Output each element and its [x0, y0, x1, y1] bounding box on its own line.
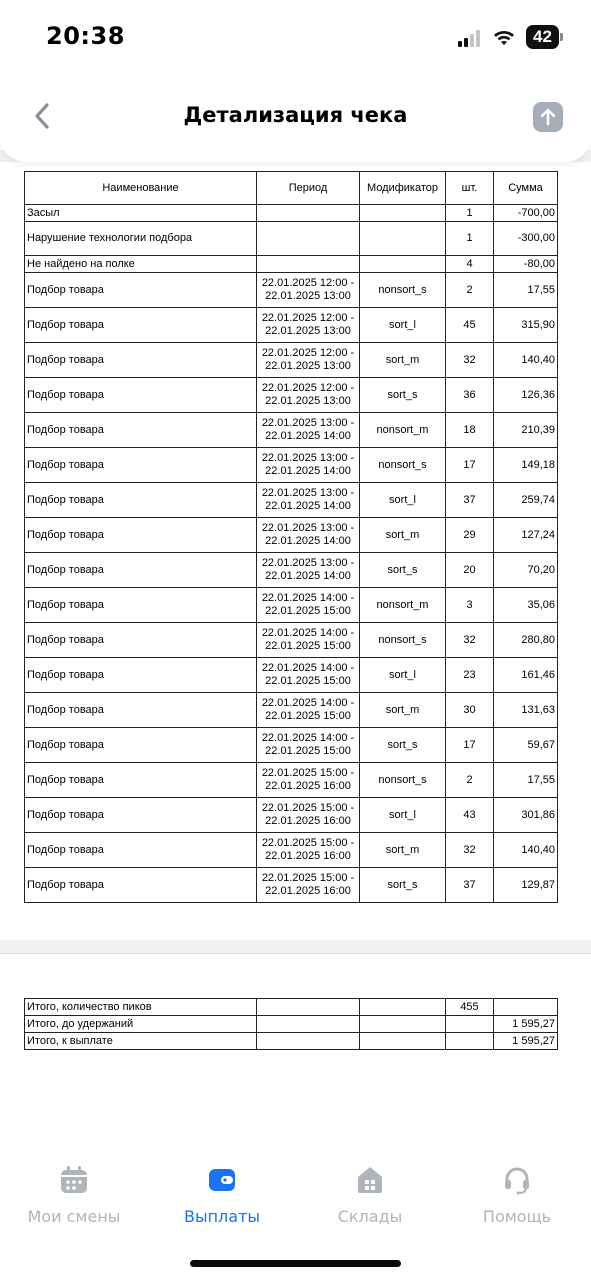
row-name: Подбор товара	[25, 343, 257, 378]
period-start: 22.01.2025 13:00 -	[261, 557, 355, 569]
tab-label-payouts: Выплаты	[183, 1207, 261, 1226]
receipt-table-body	[25, 205, 558, 903]
row-sum: 301,86	[494, 798, 558, 833]
row-name: Подбор товара	[25, 413, 257, 448]
period-start: 22.01.2025 14:00 -	[261, 697, 355, 709]
totals-row	[25, 1016, 558, 1033]
share-button[interactable]	[533, 102, 563, 132]
period-end: 22.01.2025 16:00	[265, 815, 351, 827]
period-start: 22.01.2025 13:00 -	[261, 452, 355, 464]
column-header-qty: шт.	[446, 172, 494, 205]
row-sum: 210,39	[494, 413, 558, 448]
row-period	[257, 205, 360, 222]
row-name: Подбор товара	[25, 553, 257, 588]
column-header-sum: Сумма	[494, 172, 558, 205]
period-end: 22.01.2025 14:00	[265, 465, 351, 477]
row-qty: 37	[446, 483, 494, 518]
row-sum: -300,00	[494, 222, 558, 256]
row-period	[257, 273, 360, 308]
table-row	[25, 222, 558, 256]
row-sum: 131,63	[494, 693, 558, 728]
row-modifier: sort_s	[360, 868, 446, 903]
totals-label: Итого, к выплате	[25, 1033, 257, 1050]
row-modifier: nonsort_m	[360, 413, 446, 448]
row-period	[257, 693, 360, 728]
row-name: Подбор товара	[25, 833, 257, 868]
period-end: 22.01.2025 16:00	[265, 885, 351, 897]
row-name: Подбор товара	[25, 483, 257, 518]
row-modifier: sort_s	[360, 378, 446, 413]
row-name: Подбор товара	[25, 588, 257, 623]
row-period	[257, 413, 360, 448]
totals-table	[24, 998, 558, 1050]
period-start: 22.01.2025 15:00 -	[261, 837, 355, 849]
totals-qty	[446, 1016, 494, 1033]
row-qty: 17	[446, 448, 494, 483]
row-qty: 32	[446, 623, 494, 658]
totals-qty	[446, 1033, 494, 1050]
column-header-modifier: Модификатор	[360, 172, 446, 205]
row-modifier: sort_l	[360, 658, 446, 693]
table-row	[25, 693, 558, 728]
row-name: Подбор товара	[25, 728, 257, 763]
period-end: 22.01.2025 15:00	[265, 710, 351, 722]
arrow-up-icon	[540, 108, 556, 126]
table-row	[25, 308, 558, 343]
totals-sum: 1 595,27	[494, 1033, 558, 1050]
row-name: Подбор товара	[25, 273, 257, 308]
row-name: Подбор товара	[25, 623, 257, 658]
battery-level: 42	[526, 25, 559, 49]
totals-empty-cell	[360, 999, 446, 1016]
cellular-signal-icon	[458, 29, 484, 47]
row-sum: 280,80	[494, 623, 558, 658]
totals-empty-cell	[257, 1033, 360, 1050]
row-period	[257, 763, 360, 798]
period-start: 22.01.2025 12:00 -	[261, 382, 355, 394]
row-sum: -80,00	[494, 256, 558, 273]
period-end: 22.01.2025 13:00	[265, 360, 351, 372]
row-sum: 140,40	[494, 833, 558, 868]
row-name: Не найдено на полке	[25, 256, 257, 273]
row-period	[257, 798, 360, 833]
row-qty: 43	[446, 798, 494, 833]
row-modifier: sort_m	[360, 343, 446, 378]
row-modifier	[360, 256, 446, 273]
wallet-icon	[207, 1165, 237, 1195]
table-row	[25, 448, 558, 483]
row-modifier: sort_m	[360, 518, 446, 553]
row-name: Подбор товара	[25, 868, 257, 903]
row-qty: 29	[446, 518, 494, 553]
row-qty: 37	[446, 868, 494, 903]
row-qty: 1	[446, 222, 494, 256]
row-sum: 161,46	[494, 658, 558, 693]
period-end: 22.01.2025 14:00	[265, 430, 351, 442]
battery-icon	[526, 25, 564, 49]
row-qty: 2	[446, 763, 494, 798]
table-row	[25, 588, 558, 623]
row-sum: 17,55	[494, 763, 558, 798]
row-period	[257, 448, 360, 483]
table-row	[25, 205, 558, 222]
period-start: 22.01.2025 15:00 -	[261, 767, 355, 779]
row-name: Подбор товара	[25, 308, 257, 343]
row-modifier: sort_s	[360, 728, 446, 763]
status-bar	[0, 0, 591, 70]
period-start: 22.01.2025 15:00 -	[261, 872, 355, 884]
tab-label-my-shifts: Мои смены	[27, 1207, 121, 1226]
row-qty: 36	[446, 378, 494, 413]
period-start: 22.01.2025 15:00 -	[261, 802, 355, 814]
row-name: Подбор товара	[25, 798, 257, 833]
warehouse-icon	[355, 1165, 385, 1195]
period-end: 22.01.2025 15:00	[265, 675, 351, 687]
row-name: Нарушение технологии подбора	[25, 222, 257, 256]
row-period	[257, 833, 360, 868]
row-name: Подбор товара	[25, 763, 257, 798]
row-sum: 259,74	[494, 483, 558, 518]
row-name: Подбор товара	[25, 693, 257, 728]
row-modifier: nonsort_s	[360, 448, 446, 483]
table-row	[25, 798, 558, 833]
row-qty: 30	[446, 693, 494, 728]
row-name: Подбор товара	[25, 518, 257, 553]
totals-sum: 1 595,27	[494, 1016, 558, 1033]
column-header-name: Наименование	[25, 172, 257, 205]
row-period	[257, 868, 360, 903]
row-modifier: sort_m	[360, 833, 446, 868]
row-sum: 35,06	[494, 588, 558, 623]
period-start: 22.01.2025 14:00 -	[261, 592, 355, 604]
period-end: 22.01.2025 15:00	[265, 605, 351, 617]
table-row	[25, 553, 558, 588]
row-modifier: nonsort_s	[360, 763, 446, 798]
table-row	[25, 413, 558, 448]
table-row	[25, 623, 558, 658]
period-start: 22.01.2025 12:00 -	[261, 312, 355, 324]
table-row	[25, 518, 558, 553]
row-period	[257, 518, 360, 553]
row-period	[257, 658, 360, 693]
period-start: 22.01.2025 14:00 -	[261, 732, 355, 744]
period-start: 22.01.2025 14:00 -	[261, 627, 355, 639]
tab-payouts[interactable]	[148, 1155, 296, 1226]
totals-row	[25, 999, 558, 1016]
row-modifier: nonsort_s	[360, 273, 446, 308]
table-row	[25, 728, 558, 763]
totals-row	[25, 1033, 558, 1050]
period-end: 22.01.2025 13:00	[265, 325, 351, 337]
wifi-icon	[492, 27, 516, 47]
row-period	[257, 222, 360, 256]
row-sum: 127,24	[494, 518, 558, 553]
table-header-row	[25, 172, 558, 205]
totals-qty: 455	[446, 999, 494, 1016]
status-time: 20:38	[46, 22, 125, 50]
row-period	[257, 728, 360, 763]
row-sum: 59,67	[494, 728, 558, 763]
table-row	[25, 868, 558, 903]
row-period	[257, 623, 360, 658]
row-sum: 17,55	[494, 273, 558, 308]
row-qty: 23	[446, 658, 494, 693]
row-period	[257, 483, 360, 518]
row-qty: 18	[446, 413, 494, 448]
period-end: 22.01.2025 15:00	[265, 640, 351, 652]
bottom-tab-bar	[0, 1155, 591, 1240]
row-period	[257, 256, 360, 273]
row-period	[257, 378, 360, 413]
tab-my-shifts[interactable]	[0, 1155, 148, 1226]
row-qty: 45	[446, 308, 494, 343]
tab-warehouses[interactable]	[296, 1155, 444, 1226]
row-sum: -700,00	[494, 205, 558, 222]
period-end: 22.01.2025 14:00	[265, 535, 351, 547]
row-sum: 149,18	[494, 448, 558, 483]
row-modifier: sort_l	[360, 483, 446, 518]
row-qty: 32	[446, 343, 494, 378]
row-qty: 1	[446, 205, 494, 222]
row-modifier	[360, 205, 446, 222]
table-row	[25, 378, 558, 413]
row-qty: 4	[446, 256, 494, 273]
tab-help[interactable]	[443, 1155, 591, 1226]
table-row	[25, 273, 558, 308]
row-name: Подбор товара	[25, 658, 257, 693]
row-name: Засыл	[25, 205, 257, 222]
period-end: 22.01.2025 13:00	[265, 290, 351, 302]
row-modifier: nonsort_m	[360, 588, 446, 623]
totals-label: Итого, количество пиков	[25, 999, 257, 1016]
row-modifier	[360, 222, 446, 256]
period-start: 22.01.2025 13:00 -	[261, 487, 355, 499]
receipt-table	[24, 171, 558, 903]
totals-table-body	[25, 999, 558, 1050]
column-header-period: Период	[257, 172, 360, 205]
home-indicator	[190, 1260, 401, 1267]
totals-empty-cell	[360, 1033, 446, 1050]
period-end: 22.01.2025 13:00	[265, 395, 351, 407]
totals-empty-cell	[360, 1016, 446, 1033]
table-row	[25, 483, 558, 518]
table-row	[25, 833, 558, 868]
page-title: Детализация чека	[183, 103, 408, 127]
row-modifier: sort_m	[360, 693, 446, 728]
row-name: Подбор товара	[25, 378, 257, 413]
period-start: 22.01.2025 13:00 -	[261, 522, 355, 534]
calendar-icon	[59, 1165, 89, 1195]
period-end: 22.01.2025 15:00	[265, 745, 351, 757]
row-period	[257, 308, 360, 343]
row-modifier: sort_l	[360, 308, 446, 343]
row-sum: 70,20	[494, 553, 558, 588]
row-modifier: sort_l	[360, 798, 446, 833]
row-period	[257, 588, 360, 623]
totals-sum	[494, 999, 558, 1016]
row-period	[257, 553, 360, 588]
table-row	[25, 343, 558, 378]
row-sum: 315,90	[494, 308, 558, 343]
row-qty: 2	[446, 273, 494, 308]
row-qty: 32	[446, 833, 494, 868]
row-name: Подбор товара	[25, 448, 257, 483]
totals-empty-cell	[257, 999, 360, 1016]
totals-label: Итого, до удержаний	[25, 1016, 257, 1033]
period-end: 22.01.2025 16:00	[265, 850, 351, 862]
totals-empty-cell	[257, 1016, 360, 1033]
tab-label-help: Помощь	[482, 1207, 552, 1226]
section-divider	[0, 940, 591, 954]
period-start: 22.01.2025 12:00 -	[261, 277, 355, 289]
row-sum: 140,40	[494, 343, 558, 378]
row-sum: 126,36	[494, 378, 558, 413]
table-row	[25, 256, 558, 273]
headset-icon	[502, 1165, 532, 1195]
period-start: 22.01.2025 13:00 -	[261, 417, 355, 429]
row-period	[257, 343, 360, 378]
period-end: 22.01.2025 16:00	[265, 780, 351, 792]
period-start: 22.01.2025 12:00 -	[261, 347, 355, 359]
period-end: 22.01.2025 14:00	[265, 500, 351, 512]
tab-label-warehouses: Склады	[337, 1207, 403, 1226]
row-qty: 17	[446, 728, 494, 763]
table-row	[25, 658, 558, 693]
row-qty: 20	[446, 553, 494, 588]
period-end: 22.01.2025 14:00	[265, 570, 351, 582]
row-modifier: nonsort_s	[360, 623, 446, 658]
app-header	[0, 70, 591, 162]
row-modifier: sort_s	[360, 553, 446, 588]
table-row	[25, 763, 558, 798]
period-start: 22.01.2025 14:00 -	[261, 662, 355, 674]
row-sum: 129,87	[494, 868, 558, 903]
row-qty: 3	[446, 588, 494, 623]
